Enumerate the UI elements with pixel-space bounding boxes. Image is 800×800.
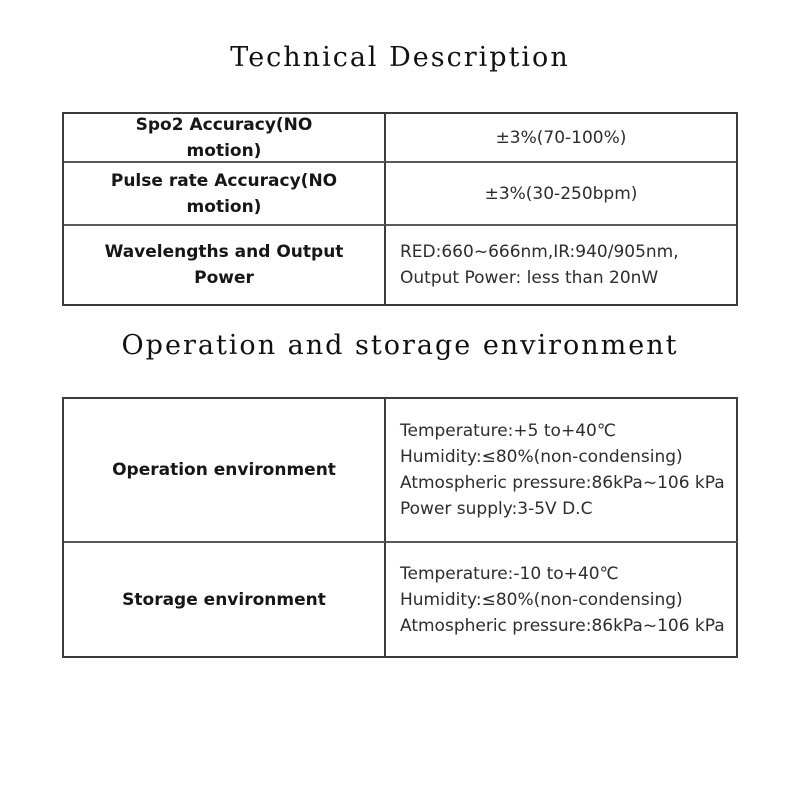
row-value-line: RED:660~666nm,IR:940/905nm, bbox=[400, 242, 679, 262]
table-row-value-operation-environment bbox=[386, 399, 737, 541]
row-label-text: Wavelengths and Output Power bbox=[104, 242, 344, 288]
technical-spec-table bbox=[62, 112, 738, 306]
technical-description-title: Technical Description bbox=[230, 42, 570, 73]
environment-spec-table bbox=[62, 397, 738, 658]
row-value-line: Humidity:≤80%(non-condensing) bbox=[400, 589, 683, 610]
row-value-line: Temperature:-10 to+40℃ bbox=[400, 563, 619, 584]
row-label-text: Storage environment bbox=[122, 589, 326, 610]
table-row-label-pulse-rate-accuracy bbox=[64, 161, 386, 224]
row-label-text: Operation environment bbox=[112, 460, 336, 480]
table-row-label-spo2-accuracy bbox=[64, 114, 386, 161]
row-value-line: Humidity:≤80%(non-condensing) bbox=[400, 447, 683, 467]
row-value-text: ±3%(70-100%) bbox=[495, 127, 627, 148]
row-label-text: Spo2 Accuracy(NO motion) bbox=[135, 114, 313, 161]
row-value-text: ±3%(30-250bpm) bbox=[484, 183, 638, 204]
table-row-value-spo2-accuracy bbox=[386, 114, 736, 161]
row-value-line: Temperature:+5 to+40℃ bbox=[400, 421, 616, 441]
row-value-line: Atmospheric pressure:86kPa~106 kPa bbox=[400, 615, 725, 636]
row-label-text: Pulse rate Accuracy(NO motion) bbox=[110, 170, 338, 217]
table-row-label-wavelengths bbox=[64, 224, 386, 304]
table-row-label-storage-environment bbox=[64, 541, 386, 656]
row-value-line: Power supply:3-5V D.C bbox=[400, 499, 593, 519]
table-row-label-operation-environment bbox=[64, 399, 386, 541]
table-row-value-wavelengths bbox=[386, 224, 736, 304]
row-value-line: Atmospheric pressure:86kPa~106 kPa bbox=[400, 473, 725, 493]
environment-section-title: Operation and storage environment bbox=[121, 330, 679, 361]
table-row-value-pulse-rate-accuracy bbox=[386, 161, 736, 224]
table-row-value-storage-environment bbox=[386, 541, 737, 656]
row-value-line: Output Power: less than 20nW bbox=[400, 268, 659, 288]
